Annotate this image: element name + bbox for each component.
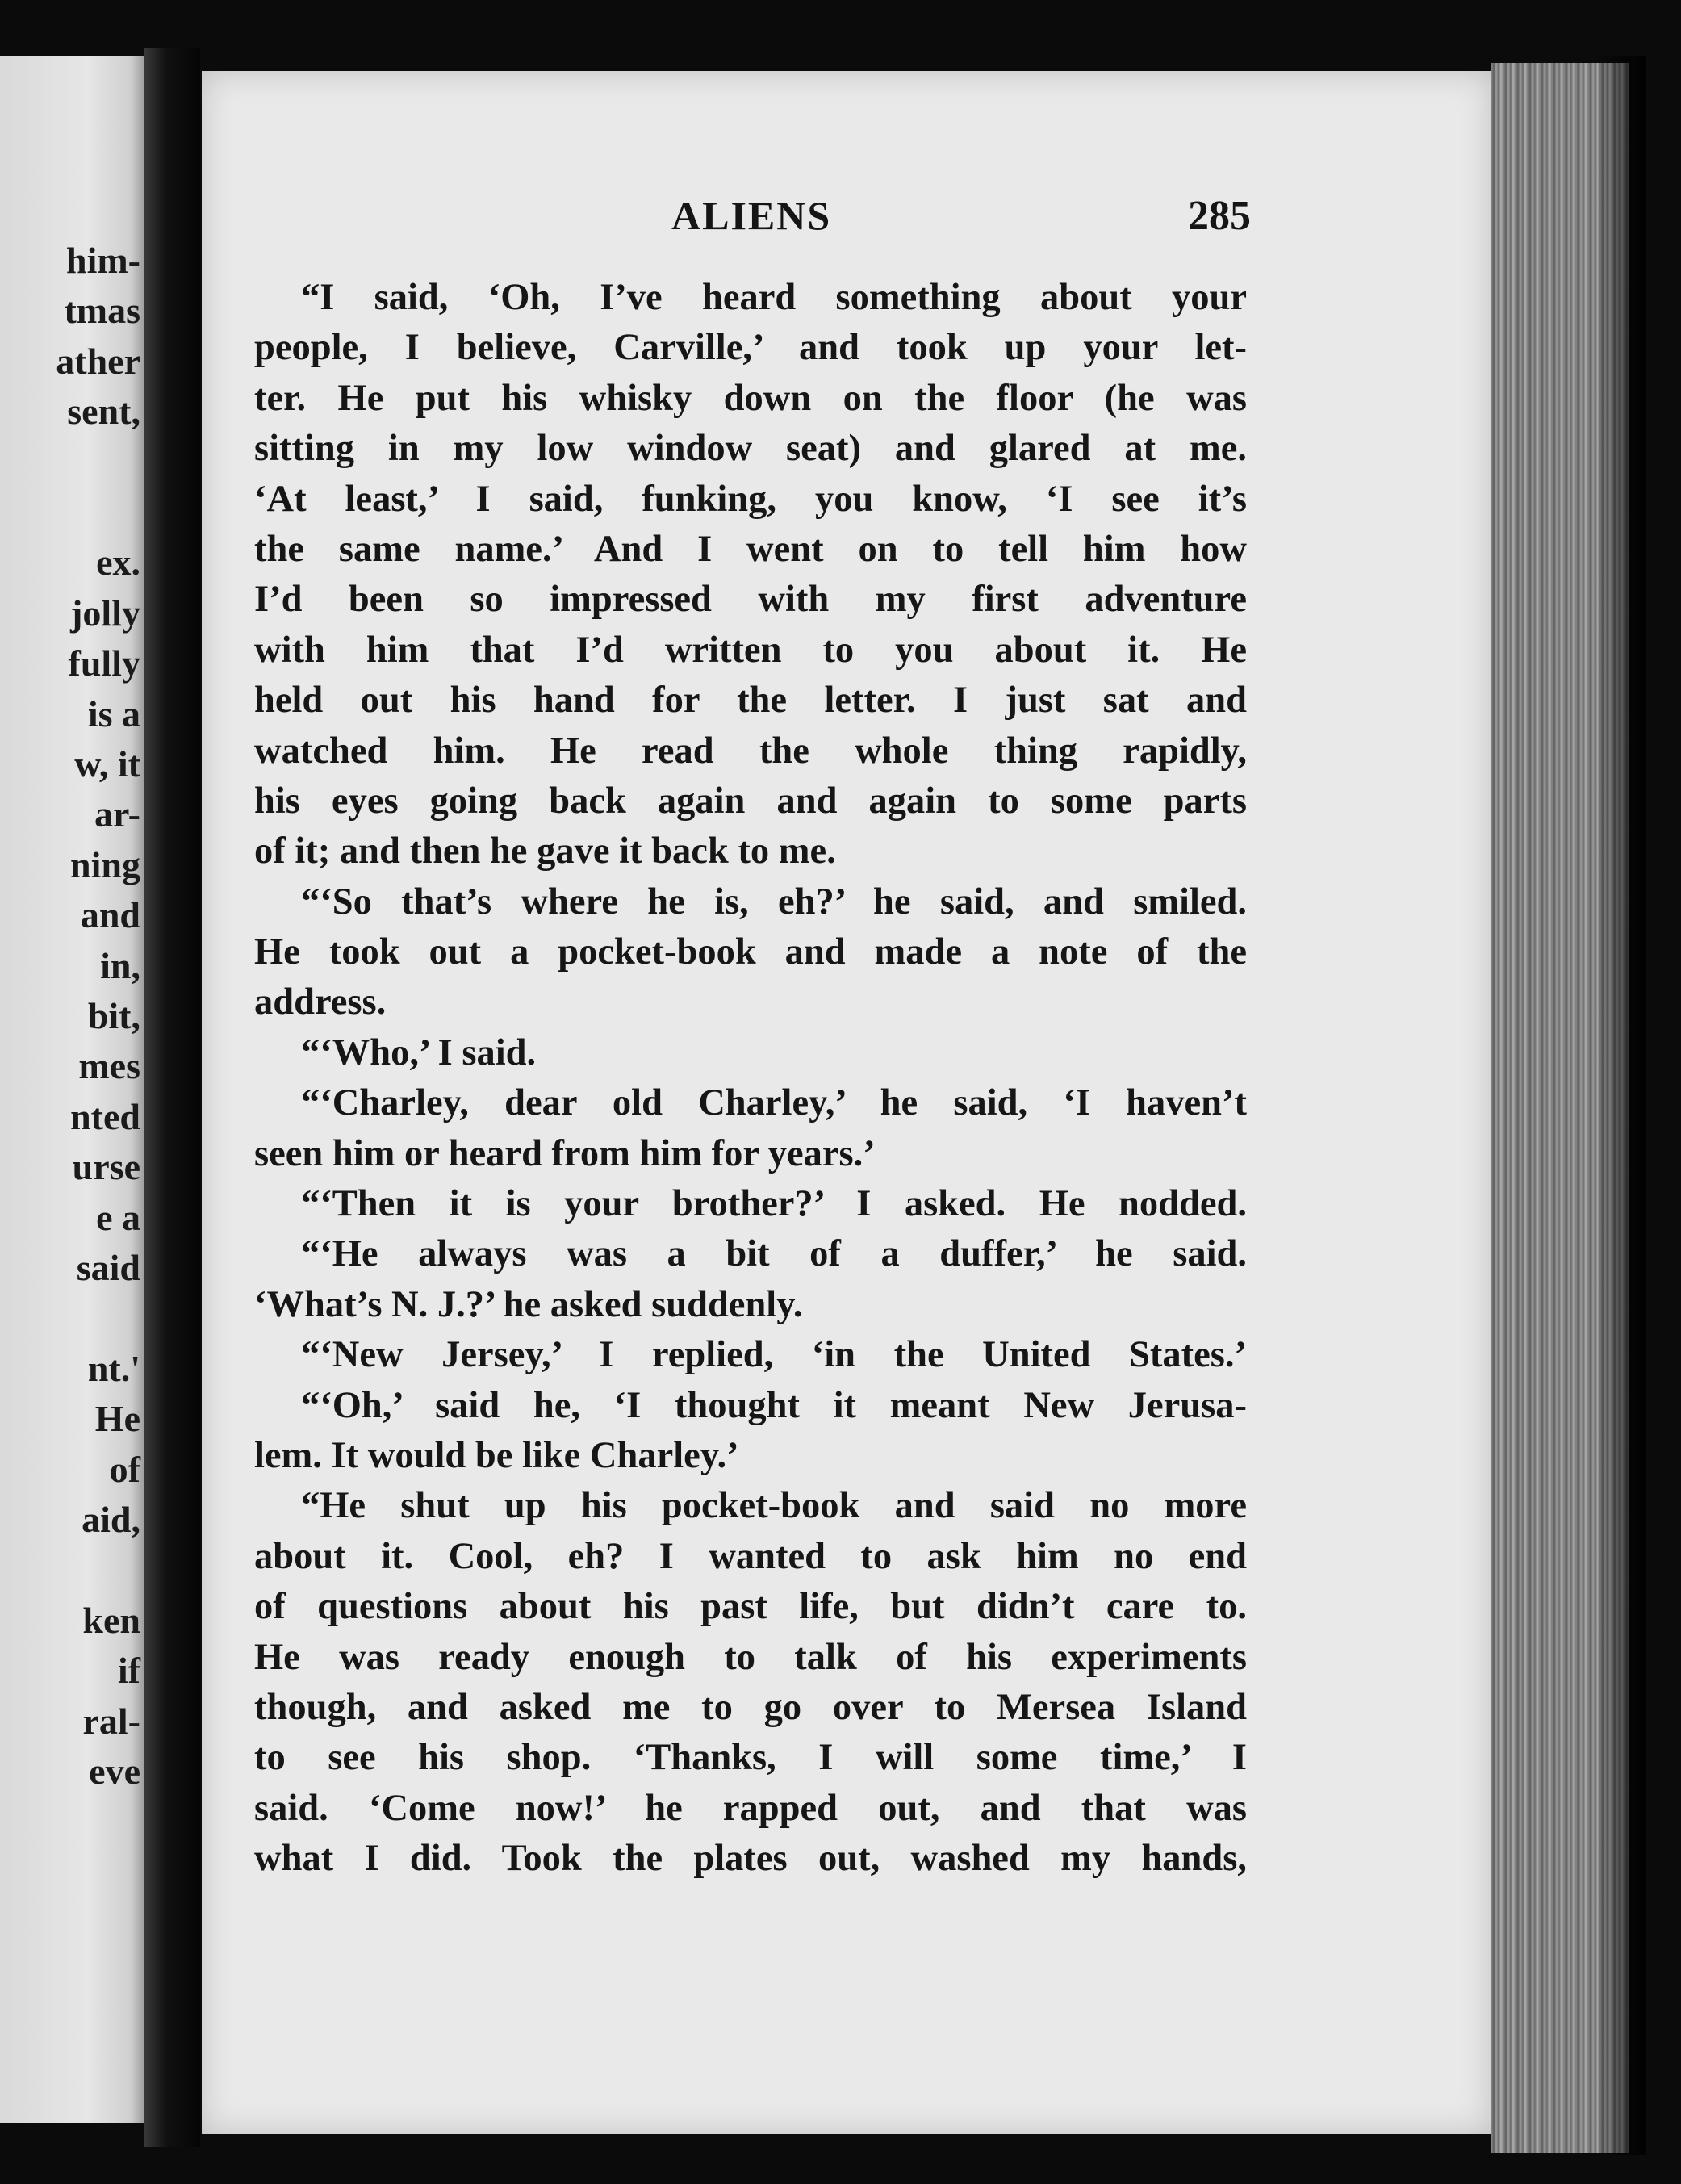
text-line: I’d been so impressed with my first adventure bbox=[254, 579, 1247, 621]
text-line: He was ready enough to talk of his experiments bbox=[254, 1636, 1247, 1678]
left-page-fragment: e a bbox=[96, 1196, 140, 1238]
left-page-fragment: w, it bbox=[74, 743, 140, 784]
left-facing-page bbox=[0, 56, 145, 2123]
book-page bbox=[202, 71, 1491, 2134]
left-page-fragment: said bbox=[76, 1247, 140, 1288]
text-line: ter. He put his whisky down on the floor (he was bbox=[254, 377, 1247, 419]
text-line: “‘Oh,’ said he, ‘I thought it meant New Jerusa- bbox=[301, 1384, 1247, 1426]
text-line: with him that I’d written to you about it. He bbox=[254, 629, 1247, 671]
text-line: “‘Who,’ I said. bbox=[301, 1031, 537, 1073]
left-page-fragment: eve bbox=[89, 1751, 140, 1792]
running-head: ALIENS bbox=[671, 193, 832, 238]
left-page-fragment: him- bbox=[66, 240, 140, 281]
left-page-fragment: ather bbox=[56, 340, 140, 382]
left-page-fragment: He bbox=[94, 1398, 140, 1440]
text-line: about it. Cool, eh? I wanted to ask him no end bbox=[254, 1535, 1247, 1577]
text-line: of questions about his past life, but didn’t care to. bbox=[254, 1586, 1247, 1628]
text-line: people, I believe, Carville,’ and took up your let- bbox=[254, 327, 1247, 369]
text-line: He took out a pocket-book and made a note of the bbox=[254, 931, 1247, 973]
page-header bbox=[202, 192, 1491, 257]
book-gutter bbox=[144, 48, 200, 2147]
left-page-fragment: sent, bbox=[67, 391, 140, 433]
text-line: “‘So that’s where he is, eh?’ he said, and smiled. bbox=[301, 881, 1247, 923]
text-line: seen him or heard from him for years.’ bbox=[254, 1132, 876, 1174]
text-line: ‘What’s N. J.?’ he asked suddenly. bbox=[254, 1283, 803, 1325]
left-page-fragment: of bbox=[109, 1448, 140, 1490]
left-page-fragment: ning bbox=[70, 843, 140, 885]
text-line: ‘At least,’ I said, funking, you know, ‘I see it’s bbox=[254, 478, 1247, 520]
text-line: lem. It would be like Charley.’ bbox=[254, 1434, 739, 1476]
page-body bbox=[254, 273, 1247, 1885]
left-page-fragment: in, bbox=[100, 944, 140, 986]
text-line: of it; and then he gave it back to me. bbox=[254, 831, 836, 872]
left-page-fragment: if bbox=[117, 1650, 140, 1692]
left-page-fragment: ral- bbox=[82, 1700, 140, 1742]
text-line: “‘Then it is your brother?’ I asked. He nodded. bbox=[301, 1183, 1247, 1225]
left-page-fragment: and bbox=[80, 894, 140, 936]
page-edges-shadow bbox=[1598, 56, 1646, 2155]
left-page-fragment: jolly bbox=[70, 592, 140, 634]
left-page-fragment: is a bbox=[87, 692, 140, 734]
left-page-fragment: nt.' bbox=[87, 1347, 140, 1389]
text-line: though, and asked me to go over to Mersea Island bbox=[254, 1686, 1247, 1728]
text-line: the same name.’ And I went on to tell him how bbox=[254, 528, 1247, 570]
text-line: watched him. He read the whole thing rapidly, bbox=[254, 730, 1247, 772]
left-page-fragment: nted bbox=[70, 1095, 140, 1137]
text-line: “‘New Jersey,’ I replied, ‘in the United States.’ bbox=[301, 1334, 1247, 1376]
left-page-fragment: urse bbox=[72, 1146, 140, 1188]
text-line: his eyes going back again and again to some parts bbox=[254, 780, 1247, 822]
text-line: what I did. Took the plates out, washed my hands, bbox=[254, 1838, 1247, 1880]
left-page-fragment: aid, bbox=[82, 1499, 140, 1540]
left-page-fragment: mes bbox=[78, 1045, 140, 1087]
text-line: held out his hand for the letter. I just sat and bbox=[254, 680, 1247, 722]
left-page-fragment: ar- bbox=[94, 793, 140, 835]
text-line: address. bbox=[254, 981, 387, 1023]
text-line: “He shut up his pocket-book and said no more bbox=[301, 1485, 1247, 1527]
left-page-fragment: fully bbox=[68, 642, 140, 684]
left-page-fragment: ex. bbox=[96, 542, 140, 584]
text-line: “‘He always was a bit of a duffer,’ he said. bbox=[301, 1233, 1247, 1275]
text-line: sitting in my low window seat) and glared at me. bbox=[254, 428, 1247, 470]
page-number: 285 bbox=[1188, 193, 1251, 239]
left-page-fragment: tmas bbox=[64, 290, 140, 332]
left-page-fragment: ken bbox=[82, 1599, 140, 1641]
text-line: “I said, ‘Oh, I’ve heard something about your bbox=[301, 277, 1247, 318]
text-line: to see his shop. ‘Thanks, I will some time,’ I bbox=[254, 1737, 1247, 1779]
left-page-fragment: bit, bbox=[87, 995, 140, 1036]
text-line: said. ‘Come now!’ he rapped out, and that was bbox=[254, 1787, 1247, 1829]
text-line: “‘Charley, dear old Charley,’ he said, ‘I haven’t bbox=[301, 1082, 1247, 1124]
